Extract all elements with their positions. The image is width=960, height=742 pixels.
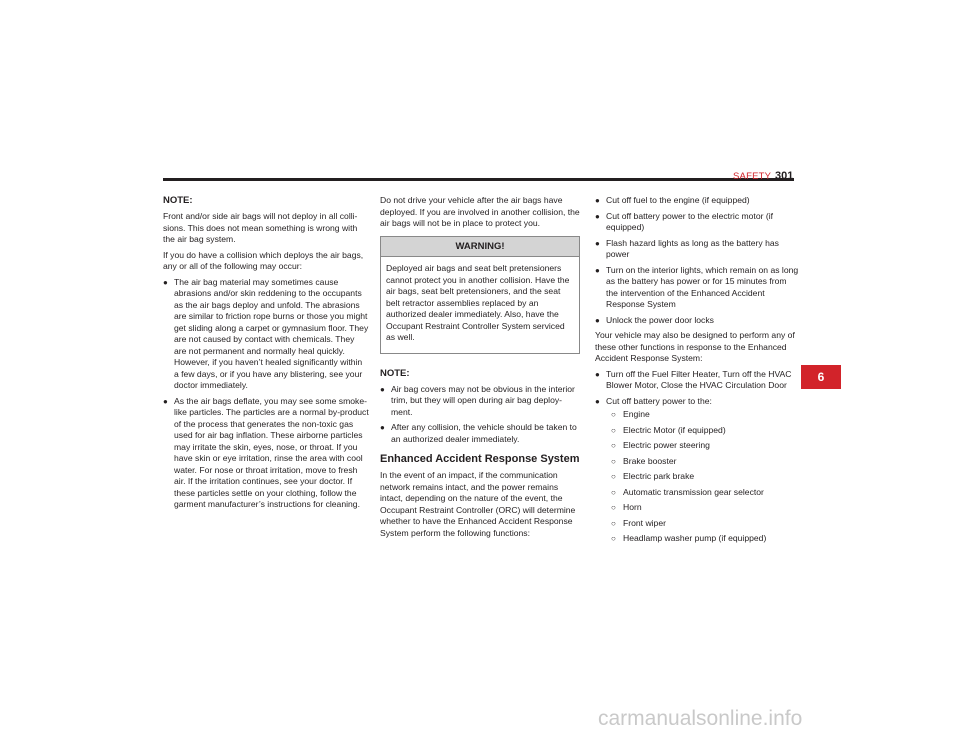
list-item: ● Cut off battery power to the: ○ Engine ○ Electric Motor (if equipped) ○ Electric power steering ○ Brake booster ○ Electric park brake ○ Automatic transmission gear selector ○ Horn ○ Front wiper ○ Headlamp washer pump (if equipped) [595, 396, 800, 545]
bullet-icon: ● [595, 369, 600, 379]
hollow-bullet-icon: ○ [611, 441, 616, 450]
battery-cutoff-sublist [606, 409, 800, 545]
hollow-bullet-icon: ○ [611, 487, 616, 497]
warning-title: WARNING! [381, 237, 579, 258]
bullet-icon: ● [595, 196, 600, 205]
warning-box [380, 236, 580, 354]
header-rule [163, 178, 794, 181]
note-text: Front and/or side air bags will not deploy in all collisions. This does not mean something is wrong with the air bag system. [163, 211, 358, 244]
bullet-icon: ● [595, 211, 600, 221]
functions-paragraph: Your vehicle may also be designed to perform any of these other functions in response to the Enhanced Accident Response System: [595, 330, 795, 363]
note-heading: NOTE: [163, 195, 193, 206]
list-item: ● The air bag material may sometimes cause abrasions and/or skin reddening to the occupants as the air bags deploy and unfold. The abrasions are similar to friction rope burns or those you might get sliding along a carpet or gymnasium floor. They are not caused by contact with chemicals. They are not permanent and normally heal quickly. However, if you haven’t healed significantly within a few days, or if you have any blistering, see your doctor immediately. [163, 276, 369, 390]
note-list [380, 384, 580, 446]
hollow-bullet-icon: ○ [611, 410, 616, 419]
sub-list-item: ○ Horn [611, 502, 642, 512]
hollow-bullet-icon: ○ [611, 456, 616, 466]
list-item: ● Cut off fuel to the engine (if equipped) [595, 195, 750, 205]
note-heading: NOTE: [380, 367, 410, 379]
bullet-icon: ● [380, 423, 385, 432]
hollow-bullet-icon: ○ [611, 503, 616, 512]
list-item: ● Turn off the Fuel Filter Heater, Turn off the HVAC Blower Motor, Close the HVAC Circulation Door [595, 368, 792, 390]
list-item: ● After any collision, the vehicle should be taken to an authorized dealer immediately. [380, 422, 577, 444]
section-text: In the event of an impact, if the communication network remains intact, and the power remains intact, depending on the nature of the event, the Occupant Restraint Controller (ORC) will determine whether to have the Enhanced Accident Response System perform the following functions: [380, 470, 576, 538]
sub-list-item: ○ Electric power steering [611, 440, 710, 450]
bullet-icon: ● [595, 315, 600, 325]
bullet-icon: ● [595, 396, 600, 406]
column-right [595, 195, 800, 549]
bullet-icon: ● [595, 265, 600, 275]
column-left [163, 195, 369, 515]
sub-list-item: ○ Headlamp washer pump (if equipped) [611, 533, 767, 543]
chapter-tab: 6 [801, 365, 841, 389]
hollow-bullet-icon: ○ [611, 518, 616, 528]
intro-paragraph: Do not drive your vehicle after the air bags have deployed. If you are involved in another collision, the air bags will not be in place to protect you. [380, 195, 580, 228]
list-item: ● As the air bags deflate, you may see some smoke-like particles. The particles are a normal by-product of the process that generates the non-toxic gas used for air bag inflation. These airborne particles may irritate the skin, eyes, nose, or throat. If you have skin or eye irritation, rinse the area with cool water. For nose or throat irritation, move to fresh air. If the irritation continues, see your doctor. If these particles settle on your clothing, follow the garment manufacturer’s instructions for cleaning. [163, 395, 369, 509]
sub-list-item: ○ Automatic transmission gear selector [611, 486, 764, 497]
warning-text: Deployed air bags and seat belt pretensioners cannot protect you in another collision. Have the air bags, seat belt pretensioners, and the seat belt retractor assemblies replaced by an authorized dealer immediately. Also, have the Occupant Restraint Controller System serviced as well. [386, 263, 570, 342]
sub-list-item: ○ Electric Motor (if equipped) [611, 424, 726, 435]
watermark: carmanualsonline.info [598, 707, 803, 730]
bullet-icon: ● [163, 277, 168, 287]
column-middle [380, 195, 580, 543]
bullet-icon: ● [595, 238, 600, 248]
hollow-bullet-icon: ○ [611, 425, 616, 435]
sub-list-item: ○ Electric park brake [611, 471, 695, 481]
list-item: ● Cut off battery power to the electric motor (if equipped) [595, 210, 774, 232]
sub-list-item: ○ Engine [611, 409, 650, 419]
sub-list-item: ○ Front wiper [611, 517, 666, 528]
list-item: ● Air bag covers may not be obvious in the interior trim, but they will open during air bag deployment. [380, 383, 575, 417]
bullet-icon: ● [380, 384, 385, 394]
hollow-bullet-icon: ○ [611, 534, 616, 543]
list-item: ● Flash hazard lights as long as the battery has power [595, 237, 779, 259]
functions-list [595, 195, 800, 326]
hollow-bullet-icon: ○ [611, 472, 616, 481]
bullet-icon: ● [163, 396, 168, 406]
page-number: 301 [775, 170, 794, 182]
intro-paragraph: If you do have a collision which deploys the air bags, any or all of the following may occur: [163, 249, 364, 271]
effects-list [163, 277, 369, 511]
sub-list-item: ○ Brake booster [611, 455, 677, 466]
running-header-section: SAFETY [733, 171, 772, 182]
list-item: ● Unlock the power door locks [595, 314, 714, 325]
list-item: ● Turn on the interior lights, which remain on as long as the battery has power or for 15 minutes from the intervention of the Enhanced Accident Response System [595, 264, 799, 309]
other-functions-list [595, 369, 800, 545]
section-heading: Enhanced Accident Response System [380, 453, 580, 465]
